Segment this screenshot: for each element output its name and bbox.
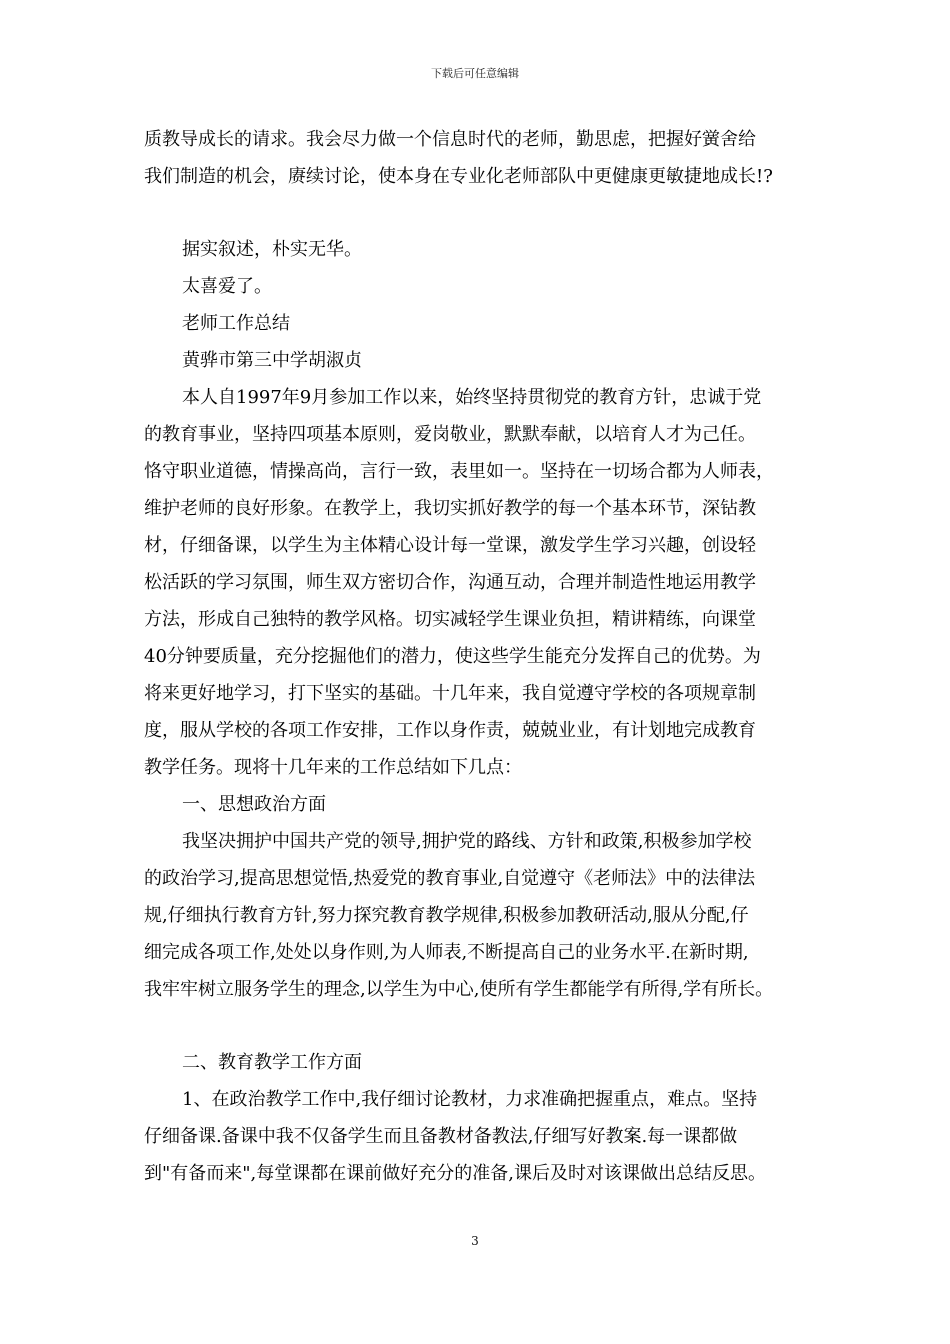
paragraph-line: 到"有备而来",每堂课都在课前做好充分的准备,课后及时对该课做出总结反思。 xyxy=(144,1163,766,1184)
paragraph-line: 度，服从学校的各项工作安排，工作以身作责，兢兢业业，有计划地完成教育 xyxy=(144,720,756,741)
document-body xyxy=(144,121,810,1192)
paragraph-teaching xyxy=(144,1081,810,1192)
paragraph-line: 恪守职业道德，情操高尚，言行一致，表里如一。坚持在一切场合都为人师表， xyxy=(144,461,774,482)
continued-line-1: 质教导成长的请求。我会尽力做一个信息时代的老师，勤思虑，把握好黉舍给 xyxy=(144,129,756,150)
paragraph-line: 方法，形成自己独特的教学风格。切实减轻学生课业负担，精讲精练，向课堂 xyxy=(144,609,756,630)
paragraph-line: 教学任务。现将十几年来的工作总结如下几点： xyxy=(144,757,522,778)
comment-line-1: 据实叙述，朴实无华。 xyxy=(182,239,362,260)
document-title: 老师工作总结 xyxy=(182,313,290,334)
paragraph-line: 本人自1997年9月参加工作以来，始终坚持贯彻党的教育方针，忠诚于党 xyxy=(182,387,762,408)
spacer xyxy=(144,1008,810,1044)
section-heading-political: 一、思想政治方面 xyxy=(182,794,326,815)
paragraph-intro xyxy=(144,379,810,786)
paragraph-line: 细完成各项工作,处处以身作则,为人师表,不断提高自己的业务水平.在新时期, xyxy=(144,942,749,963)
continued-line-2: 我们制造的机会，赓续讨论，使本身在专业化老师部队中更健康更敏捷地成长!? xyxy=(144,166,773,187)
paragraph-line: 松活跃的学习氛围，师生双方密切合作，沟通互动，合理并制造性地运用教学 xyxy=(144,572,756,593)
paragraph-line: 材，仔细备课，以学生为主体精心设计每一堂课，激发学生学习兴趣，创设轻 xyxy=(144,535,756,556)
paragraph-line: 的政治学习,提高思想觉悟,热爱党的教育事业,自觉遵守《老师法》中的法律法 xyxy=(144,868,756,889)
paragraph-line: 40分钟要质量，充分挖掘他们的潜力，使这些学生能充分发挥自己的优势。为 xyxy=(144,646,761,667)
spacer xyxy=(144,195,810,231)
page-header xyxy=(0,66,950,82)
comment-line-2: 太喜爱了。 xyxy=(182,276,272,297)
author-line: 黄骅市第三中学胡淑贞 xyxy=(182,350,362,371)
paragraph-line: 将来更好地学习，打下坚实的基础。十几年来，我自觉遵守学校的各项规章制 xyxy=(144,683,756,704)
page-footer xyxy=(0,1233,950,1249)
paragraph-line: 我坚决拥护中国共产党的领导,拥护党的路线、方针和政策,积极参加学校 xyxy=(182,831,752,852)
paragraph-line: 维护老师的良好形象。在教学上，我切实抓好教学的每一个基本环节，深钻教 xyxy=(144,498,756,519)
paragraph-political xyxy=(144,823,810,1008)
paragraph-line: 仔细备课.备课中我不仅备学生而且备教材备教法,仔细写好教案.每一课都做 xyxy=(144,1126,738,1147)
header-text: 下载后可任意编辑 xyxy=(431,67,519,80)
paragraph-line: 的教育事业，坚持四项基本原则，爱岗敬业，默默奉献，以培育人才为己任。 xyxy=(144,424,756,445)
paragraph-line: 规,仔细执行教育方针,努力探究教育教学规律,积极参加教研活动,服从分配,仔 xyxy=(144,905,749,926)
paragraph-line: 1、在政治教学工作中,我仔细讨论教材，力求准确把握重点，难点。坚持 xyxy=(182,1089,758,1110)
paragraph-line: 我牢牢树立服务学生的理念,以学生为中心,使所有学生都能学有所得,学有所长。 xyxy=(144,979,774,1000)
page-number: 3 xyxy=(471,1234,479,1248)
section-heading-teaching: 二、教育教学工作方面 xyxy=(182,1052,362,1073)
